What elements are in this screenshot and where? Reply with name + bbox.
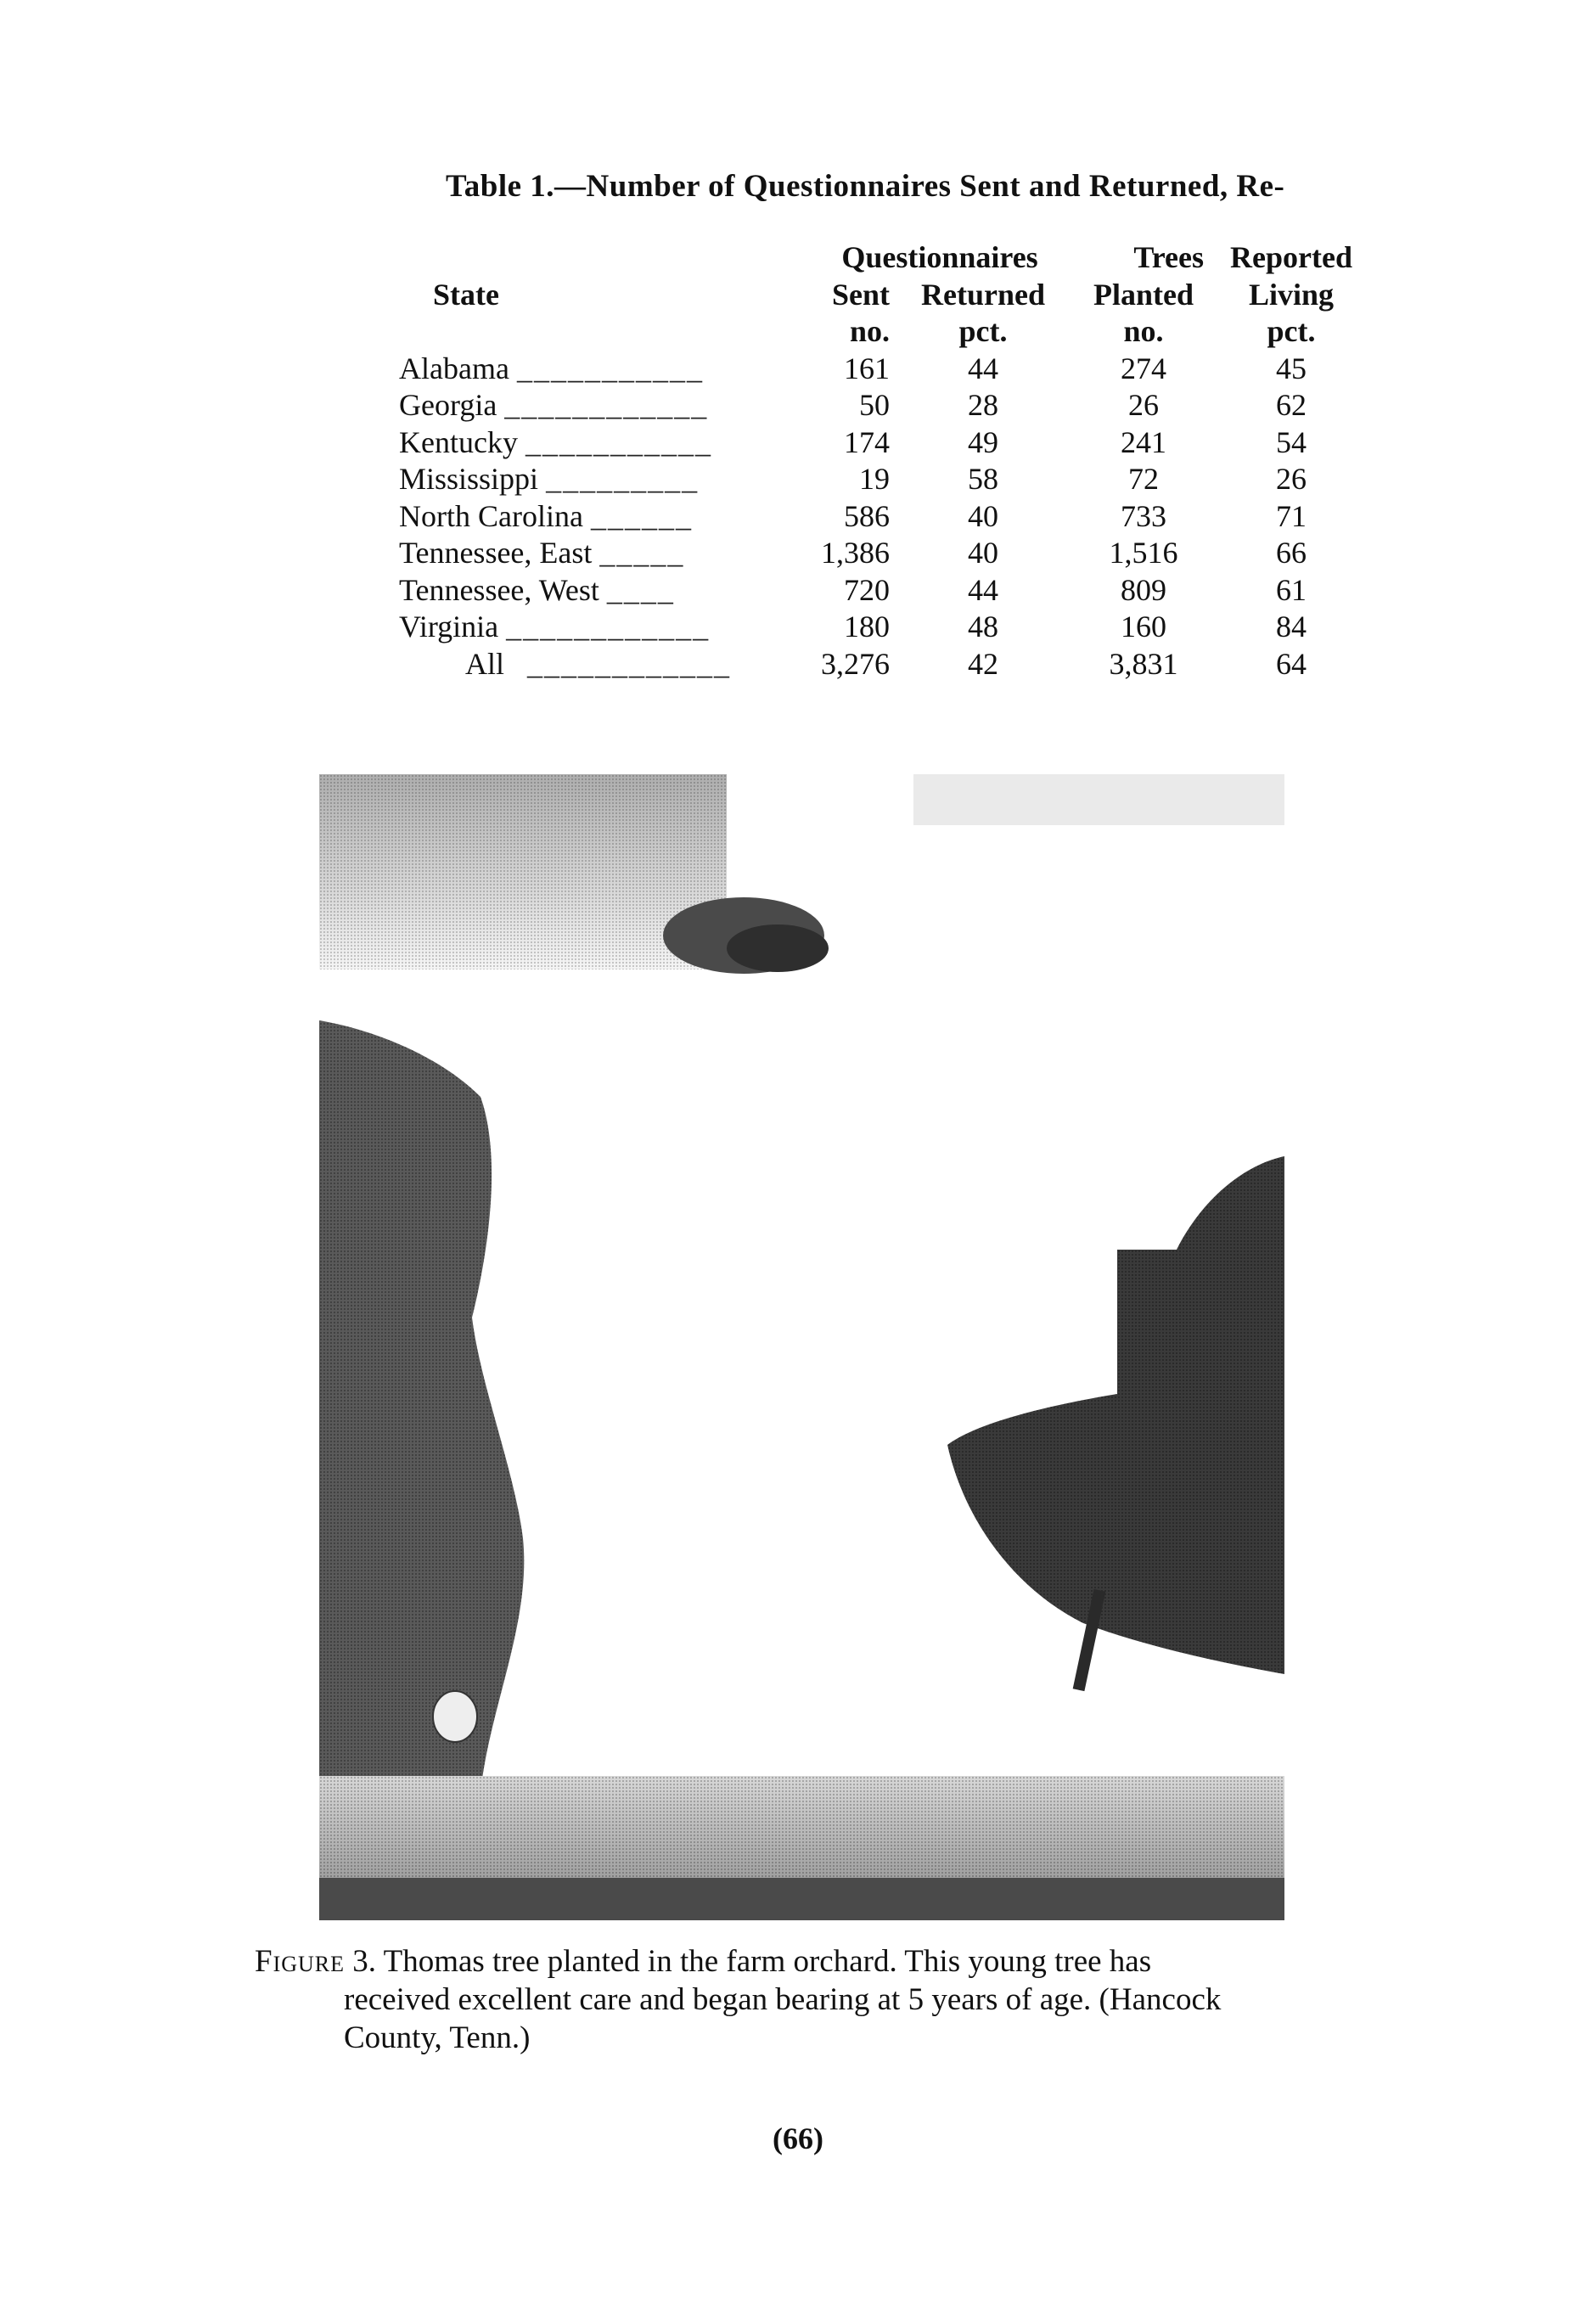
cell-planted: 1,516 <box>1109 536 1178 570</box>
cell-returned: 44 <box>968 351 998 385</box>
cell-planted: 26 <box>1128 388 1159 423</box>
cell-sent: 3,276 <box>821 646 890 681</box>
header-living: Living <box>1248 277 1335 312</box>
cell-sent: 50 <box>859 388 890 423</box>
tree-photograph <box>319 774 1284 1920</box>
cell-living: 45 <box>1276 351 1307 385</box>
cell-living: 26 <box>1276 462 1307 497</box>
cell-living: 61 <box>1276 572 1307 607</box>
state-name: North Carolina <box>399 498 583 533</box>
sky-shade-right <box>913 774 1284 825</box>
cell-planted: 809 <box>1121 572 1166 607</box>
cell-returned: 40 <box>968 536 998 570</box>
header-trees: Trees <box>1133 240 1204 275</box>
cell-planted: 274 <box>1121 351 1166 385</box>
header-sent: Sent <box>831 277 890 312</box>
state-name: Georgia <box>399 388 497 423</box>
leader-dots: ____________ <box>527 646 732 681</box>
unit-living: pct. <box>1267 314 1316 349</box>
figure-caption <box>255 1942 1358 2057</box>
table-row <box>399 387 1372 424</box>
cell-sent: 1,386 <box>821 536 890 570</box>
leader-dots: ___________ <box>516 351 704 385</box>
state-name: Virginia <box>399 610 499 644</box>
table-row <box>399 535 1372 572</box>
unit-planted: no. <box>1123 314 1164 349</box>
page-number: (66) <box>773 2121 823 2155</box>
header-reported: Reported <box>1230 240 1352 275</box>
table-header-row-1 <box>399 239 1372 277</box>
leader-dots: ____ <box>606 572 675 607</box>
questionnaire-table <box>399 239 1372 683</box>
leader-dots: _____ <box>599 536 685 570</box>
header-questionnaires: Questionnaires <box>841 240 1038 275</box>
cell-living: 54 <box>1276 424 1307 459</box>
table-row <box>399 498 1372 536</box>
header-state: State <box>433 277 499 312</box>
cell-living: 71 <box>1276 498 1307 533</box>
caption-line-2: received excellent care and began bearing at 5 years of age. (Hancock <box>344 1982 1222 2017</box>
cell-planted: 733 <box>1121 498 1166 533</box>
caption-line-1: Thomas tree planted in the farm orchard. This young tree has <box>383 1944 1152 1979</box>
cell-living: 64 <box>1276 646 1307 681</box>
state-name: Mississippi <box>399 462 539 497</box>
cell-returned: 58 <box>968 462 998 497</box>
cell-sent: 174 <box>844 424 890 459</box>
cell-sent: 161 <box>844 351 890 385</box>
caption-line-3: County, Tenn.) <box>344 2020 531 2055</box>
table-header-row-2 <box>399 277 1372 314</box>
cell-planted: 3,831 <box>1109 646 1178 681</box>
cell-returned: 28 <box>968 388 998 423</box>
cell-living: 66 <box>1276 536 1307 570</box>
cell-living: 62 <box>1276 388 1307 423</box>
state-name: Alabama <box>399 351 509 385</box>
leader-dots: ____________ <box>506 610 711 644</box>
table-row <box>399 572 1372 610</box>
state-name: Tennessee, East <box>399 536 593 570</box>
header-planted: Planted <box>1093 277 1194 312</box>
cell-living: 84 <box>1276 610 1307 644</box>
table-header-units <box>399 313 1372 351</box>
cell-returned: 42 <box>968 646 998 681</box>
table-row <box>399 609 1372 646</box>
cell-planted: 160 <box>1121 610 1166 644</box>
dog-figure <box>433 1691 477 1742</box>
cell-sent: 720 <box>844 572 890 607</box>
table-row <box>399 424 1372 462</box>
leader-dots: ______ <box>590 498 693 533</box>
cell-planted: 72 <box>1128 462 1159 497</box>
cell-planted: 241 <box>1121 424 1166 459</box>
state-name: Kentucky <box>399 424 518 459</box>
leader-dots: ___________ <box>525 424 712 459</box>
leader-dots: _________ <box>546 462 700 497</box>
cell-returned: 48 <box>968 610 998 644</box>
table-total-row <box>399 646 1372 683</box>
table-title: Table 1.—Number of Questionnaires Sent and Returned, Re- <box>446 169 1285 204</box>
cell-sent: 180 <box>844 610 890 644</box>
figure-number: 3. <box>352 1944 377 1979</box>
leader-dots: ____________ <box>504 388 709 423</box>
cell-returned: 40 <box>968 498 998 533</box>
cell-returned: 49 <box>968 424 998 459</box>
header-returned: Returned <box>921 277 1045 312</box>
cell-sent: 586 <box>844 498 890 533</box>
table-row <box>399 351 1372 388</box>
cell-sent: 19 <box>859 462 890 497</box>
cell-returned: 44 <box>968 572 998 607</box>
total-label: All <box>465 646 505 681</box>
figure-label: Figure <box>255 1944 346 1979</box>
state-name: Tennessee, West <box>399 572 599 607</box>
table-row <box>399 461 1372 498</box>
unit-returned: pct. <box>958 314 1008 349</box>
unit-sent: no. <box>849 314 890 349</box>
